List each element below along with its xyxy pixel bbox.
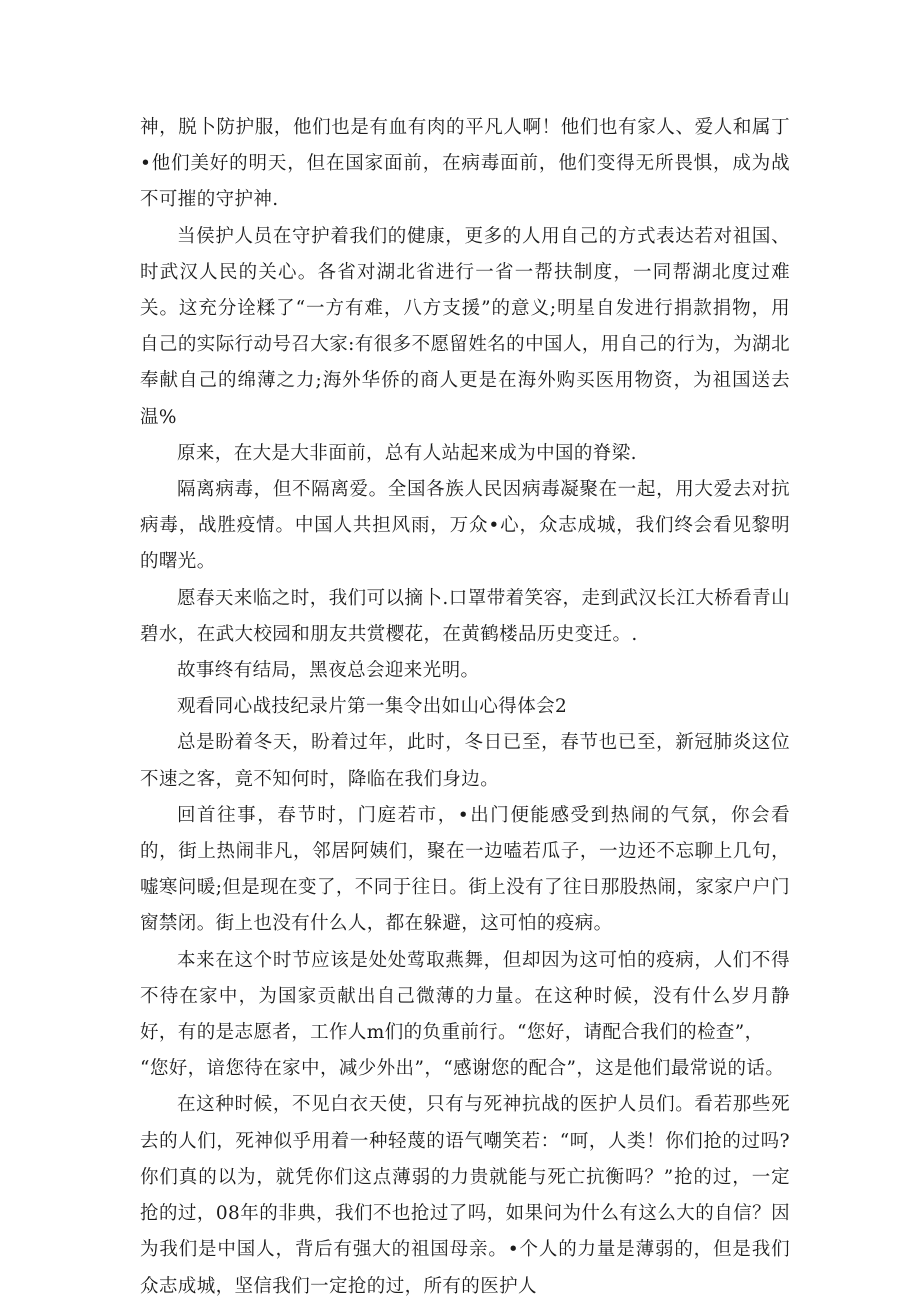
- document-body: [140, 110, 790, 1305]
- paragraph-10: “您好，谙您待在家中，减少外出”，“感谢您的配合”，这是他们最常说的话。: [140, 1058, 785, 1080]
- paragraph-2: 当侯护人员在守护着我们的健康，更多的人用自己的方式表达若对祖国、时武汉人民的关心。各省对湖北省进行一省一帮扶制度，一同帮湖北度过难关。这充分诠糅了“一方有难，八方支援”的意义;明星自发进行捐款捐物，用自己的实际行动号召大家:有很多不愿留姓名的中国人，用自己的行为，为湖北奉献自己的绵薄之力;海外华侨的商人更是在海外购买医用物资，为祖国送去温%: [140, 225, 790, 428]
- paragraph-4: 隔离病毒，但不隔离爱。全国各族人民因病毒凝聚在一起，用大爱去对抗病毒，战胜疫情。中国人共担风雨，万众•心，众志成城，我们终会看见黎明的曙光。: [140, 479, 790, 573]
- paragraph-8: 回首往事，春节时，门庭若市，•出门便能感受到热闹的气氛，你会看的，街上热闹非凡，邻居阿姨们，聚在一边嗑若瓜子，一边还不忘聊上几句，嘘寒问暖;但是现在变了，不同于往日。街上没有了往日那股热闹，家家户户门窗禁闭。街上也没有什么人，都在躲避，这可怕的疫病。: [140, 804, 790, 935]
- paragraph-6: 故事终有结局，黑夜总会迎来光明。: [177, 660, 480, 682]
- paragraph-11: 在这种时候，不见白衣天使，只有与死神抗战的医护人员们。看若那些死去的人们，死神似乎用着一种轻蔑的语气嘲笑若：“呵，人类！你们抢的过吗?你们真的以为，就凭你们这点薄弱的力贵就能与死亡抗衡吗？”抢的过，一定抢的过，08年的非典，我们不也抢过了吗，如果问为什么有这么大的自信？因为我们是中国人，背后有强大的祖国母亲。•个人的力量是薄弱的，但是我们众志成城，坚信我们一定抢的过，所有的医护人: [140, 1094, 790, 1297]
- paragraph-1: 神，脱卜防护服，他们也是有血有肉的平凡人啊！他们也有家人、爱人和属丁•他们美好的明天，但在国家面前，在病毒面前，他们变得无所畏惧，成为战不可摧的守护神.: [140, 117, 790, 211]
- section-title: 观看同心战技纪录片第一集令出如山心得体会2: [177, 696, 568, 718]
- paragraph-3: 原来，在大是大非面前，总有人站起来成为中国的脊梁.: [177, 442, 637, 464]
- paragraph-9: 本来在这个时节应该是处处莺取燕舞，但却因为这可怕的疫病，人们不得不待在家中，为国家贡献出自己微薄的力量。在这种时候，没有什么岁月静好，有的是志愿者，工作人m们的负重前行。“您好，请配合我们的检查”，: [140, 949, 790, 1044]
- paragraph-5: 愿春天来临之时，我们可以摘卜.口罩带着笑容，走到武汉长江大桥看青山碧水，在武大校园和朋友共赏樱花，在黄鹤楼品历史变迁。.: [140, 587, 790, 645]
- paragraph-7: 总是盼着冬天，盼着过年，此时，冬日已至，春节也已至，新冠肺炎这位不速之客，竟不知何时，降临在我们身边。: [140, 732, 790, 790]
